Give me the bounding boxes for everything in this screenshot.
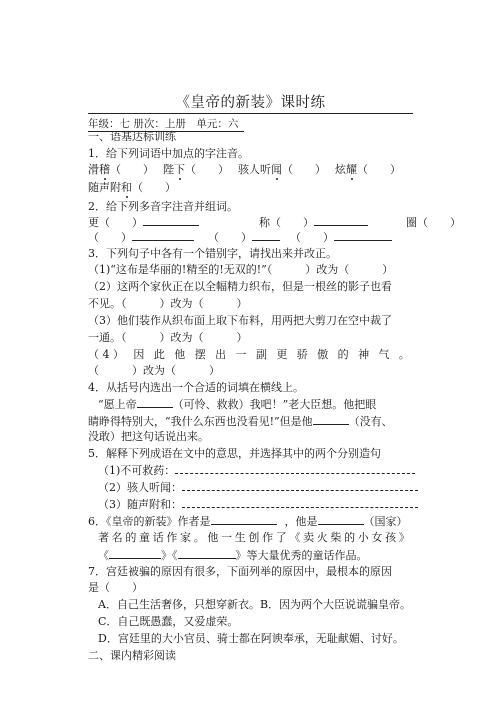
section-1-heading: 一、语基达标训练 bbox=[88, 130, 176, 143]
justified-char: 出 bbox=[215, 348, 227, 361]
justified-char: 孩 bbox=[385, 531, 397, 544]
justified-char: 神 bbox=[358, 348, 370, 361]
question-4-line-1: “愿上帝 （可怜、救救）我吧！”老大臣想。他把眼 bbox=[98, 398, 377, 411]
question-3: 3．下列句子中各有一个错别字，请找出来并改正。 bbox=[88, 247, 337, 260]
justified-char: 卖 bbox=[303, 531, 315, 544]
justified-char: 更 bbox=[276, 348, 288, 361]
justified-char: 骄 bbox=[296, 348, 308, 361]
question-3-item-4a bbox=[88, 347, 410, 363]
question-7-option-c: C．自己既愚蠢，又爱虚荣。 bbox=[98, 615, 239, 628]
justified-char: 女 bbox=[371, 531, 383, 544]
justified-char: 家 bbox=[180, 531, 192, 544]
justified-char: 摆 bbox=[194, 348, 206, 361]
question-6-line-3: 《 》《 》等大量优秀的童话作品。 bbox=[98, 549, 368, 562]
question-3-item-3a: （3）他们装作从织布面上取下布料，用两把大剪刀在空中裁了 bbox=[88, 314, 392, 327]
justified-char: 童 bbox=[139, 531, 151, 544]
justified-char: 名 bbox=[111, 531, 123, 544]
question-3-item-3b: 一通。（ ）改为（ ） bbox=[88, 331, 248, 344]
justified-char: 一 bbox=[235, 348, 247, 361]
question-4-line-3: 没敢）把这句话说出来。 bbox=[88, 430, 209, 443]
question-1-row-1: 滑稽（ ） 陛下（ ） 骇人听闻（ ） 炫耀（ ） bbox=[88, 163, 401, 176]
question-2-row-2: （ ） （ ） （ ） bbox=[88, 229, 410, 246]
question-7-option-a: A．自己生活奢侈，只想穿新衣。B．因为两个大臣说谎骗皇帝。 bbox=[98, 598, 412, 611]
question-6-line-2 bbox=[98, 530, 410, 546]
justified-char: 副 bbox=[255, 348, 267, 361]
question-5-item-1: （1)不可救药： bbox=[98, 463, 415, 479]
question-2: 2．给下列多音字注音并组词。 bbox=[88, 200, 238, 213]
justified-char: 的 bbox=[125, 531, 137, 544]
question-4-line-2: 睛睁得特别大，“我什么东西也没看见!”但是他 （没有、 bbox=[88, 415, 393, 428]
justified-char: 了 bbox=[275, 531, 287, 544]
justified-char: 因 bbox=[133, 348, 145, 361]
question-5-item-2: （2）骇人听闻： bbox=[98, 480, 418, 496]
grade-info: 年级：七 册次：上册 单元：六 bbox=[88, 116, 244, 132]
justified-char: 他 bbox=[174, 348, 186, 361]
question-2-row-1: 更（ ） 称（ ） 圈（ ） bbox=[88, 216, 461, 229]
section-2-heading: 二、课内精彩阅读 bbox=[88, 649, 176, 662]
justified-char: 他 bbox=[207, 531, 219, 544]
question-3-item-2b: 不见。（ ）改为（ ） bbox=[88, 297, 248, 310]
question-7-line-1: 7．宫廷被骗的原因有很多，下面列举的原因中，最根本的原因 bbox=[88, 565, 392, 578]
question-7-option-d: D．宫廷里的大小官员、骑士都在阿谀奉承，无耻献媚、讨好。 bbox=[98, 632, 404, 645]
justified-char: 傲 bbox=[317, 348, 329, 361]
justified-char: 一 bbox=[221, 531, 233, 544]
justified-char: 的 bbox=[344, 531, 356, 544]
justified-char: （ 4 ） bbox=[88, 348, 124, 361]
justified-char: 作 bbox=[166, 531, 178, 544]
justified-char: 著 bbox=[98, 531, 109, 544]
justified-char: 话 bbox=[152, 531, 164, 544]
justified-char: 的 bbox=[337, 348, 349, 361]
question-3-item-4b: （ ）改为（ ） bbox=[88, 364, 220, 377]
justified-char: 《 bbox=[289, 531, 301, 544]
question-3-item-2a: （2）这两个家伙正在以全幅精力织布，但是一根丝的影子也看 bbox=[88, 280, 392, 293]
justified-char: 创 bbox=[248, 531, 260, 544]
question-7-line-2: 是（ ） bbox=[88, 581, 143, 594]
justified-char: 小 bbox=[357, 531, 369, 544]
justified-char: 火 bbox=[316, 531, 328, 544]
question-1: 1．给下列词语中加点的字注音。 bbox=[88, 147, 249, 160]
justified-char: 生 bbox=[234, 531, 246, 544]
question-5-item-3: （3）随声附和： bbox=[98, 497, 418, 513]
question-5: 5．解释下列成语在文中的意思，并选择其中的两个分别造句 bbox=[88, 447, 381, 460]
justified-char: 气 bbox=[378, 348, 390, 361]
justified-char: 。 bbox=[398, 348, 410, 361]
justified-char: 此 bbox=[153, 348, 165, 361]
question-4: 4．从括号内选出一个合适的词填在横线上。 bbox=[88, 381, 304, 394]
question-1-row-2: 随声附和（ ） bbox=[88, 181, 176, 194]
question-6-line-1: 6．《皇帝的新装》作者是 ，他是 （国家） bbox=[88, 515, 408, 528]
justified-char: 作 bbox=[262, 531, 274, 544]
justified-char: 。 bbox=[193, 531, 205, 544]
page-title: 《皇帝的新装》课时练 bbox=[88, 91, 413, 114]
justified-char: 柴 bbox=[330, 531, 342, 544]
justified-char: 》 bbox=[398, 531, 410, 544]
question-3-item-1: （1)“这布是华丽的!精至的!无双的!”（ ）改为（ ） bbox=[88, 263, 394, 276]
